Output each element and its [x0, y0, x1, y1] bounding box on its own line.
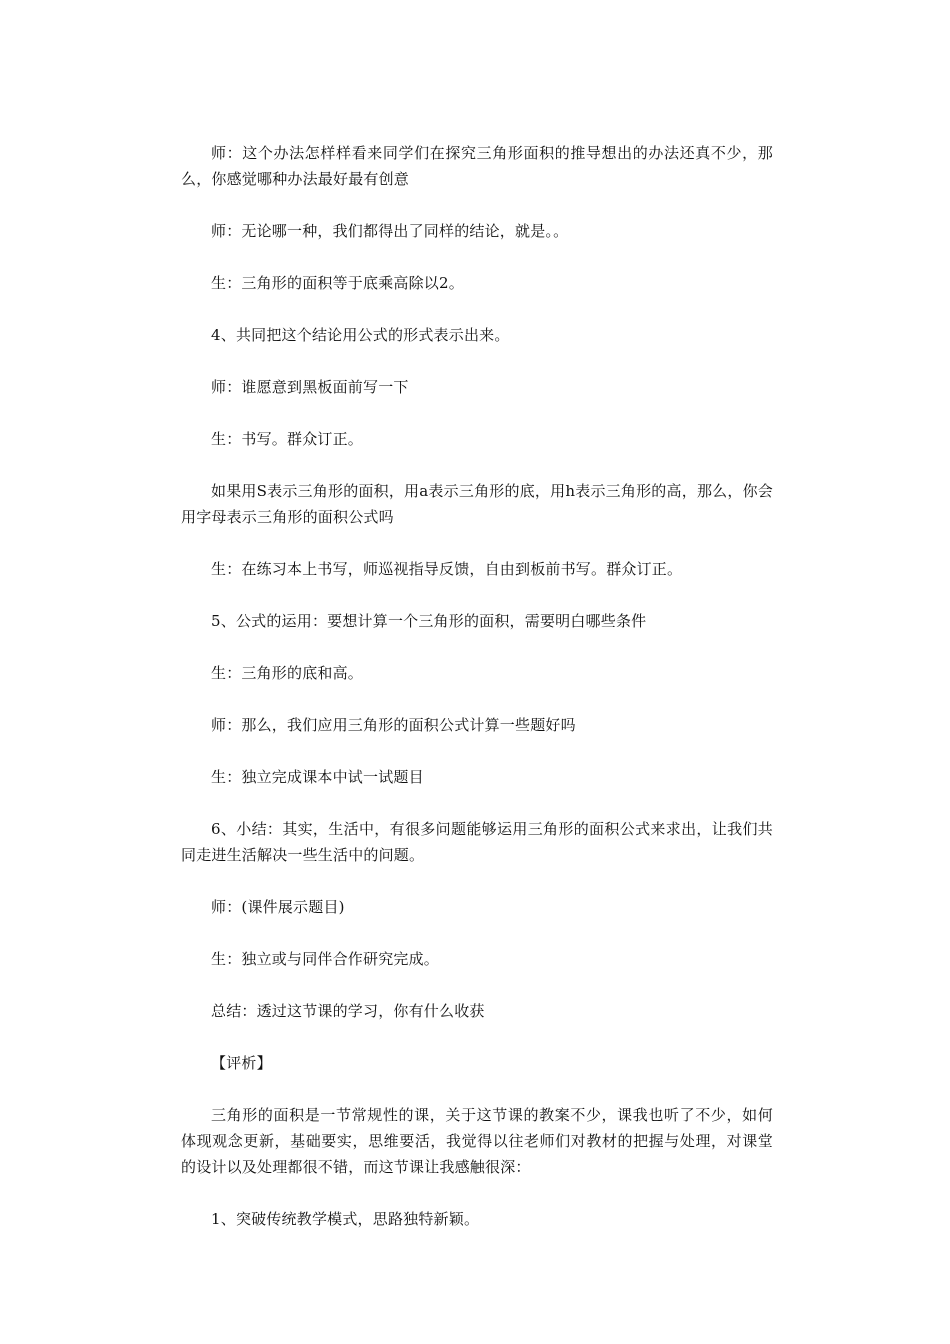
paragraph: 1、突破传统教学模式，思路独特新颖。: [211, 1210, 480, 1228]
paragraph: 生：在练习本上书写，师巡视指导反馈，自由到板前书写。群众订正。: [211, 560, 683, 578]
paragraph: 师：这个办法怎样样看来同学们在探究三角形面积的推导想出的办法还真不少，那么，你感觉哪种办法最好最有创意: [181, 144, 773, 188]
paragraph: 4、共同把这个结论用公式的形式表示出来。: [211, 326, 510, 344]
paragraph: 师：谁愿意到黑板面前写一下: [211, 378, 409, 396]
paragraph: 生：书写。群众订正。: [211, 430, 364, 448]
paragraph: 总结：透过这节课的学习，你有什么收获: [211, 1002, 485, 1020]
paragraph: 6、小结：其实，生活中，有很多问题能够运用三角形的面积公式来求出，让我们共同走进生活解决一些生活中的问题。: [181, 820, 773, 864]
paragraph: 师：那么，我们应用三角形的面积公式计算一些题好吗: [211, 716, 576, 734]
paragraph: 生：三角形的面积等于底乘高除以2。: [211, 274, 464, 292]
document-body: [181, 140, 773, 1258]
section-heading: 【评析】: [211, 1054, 272, 1072]
paragraph: 5、公式的运用：要想计算一个三角形的面积，需要明白哪些条件: [211, 612, 647, 630]
paragraph: 生：独立完成课本中试一试题目: [211, 768, 424, 786]
paragraph: 三角形的面积是一节常规性的课，关于这节课的教案不少，课我也听了不少，如何体现观念更新，基础要实，思维要活，我觉得以往老师们对教材的把握与处理，对课堂的设计以及处理都很不错，而这节课让我感触很深：: [181, 1106, 773, 1176]
paragraph: 如果用S表示三角形的面积，用a表示三角形的底，用h表示三角形的高，那么，你会用字母表示三角形的面积公式吗: [181, 482, 773, 526]
paragraph: 师：(课件展示题目): [211, 898, 345, 916]
paragraph: 师：无论哪一种，我们都得出了同样的结论，就是。。: [211, 222, 569, 240]
paragraph: 生：独立或与同伴合作研究完成。: [211, 950, 440, 968]
paragraph: 生：三角形的底和高。: [211, 664, 364, 682]
